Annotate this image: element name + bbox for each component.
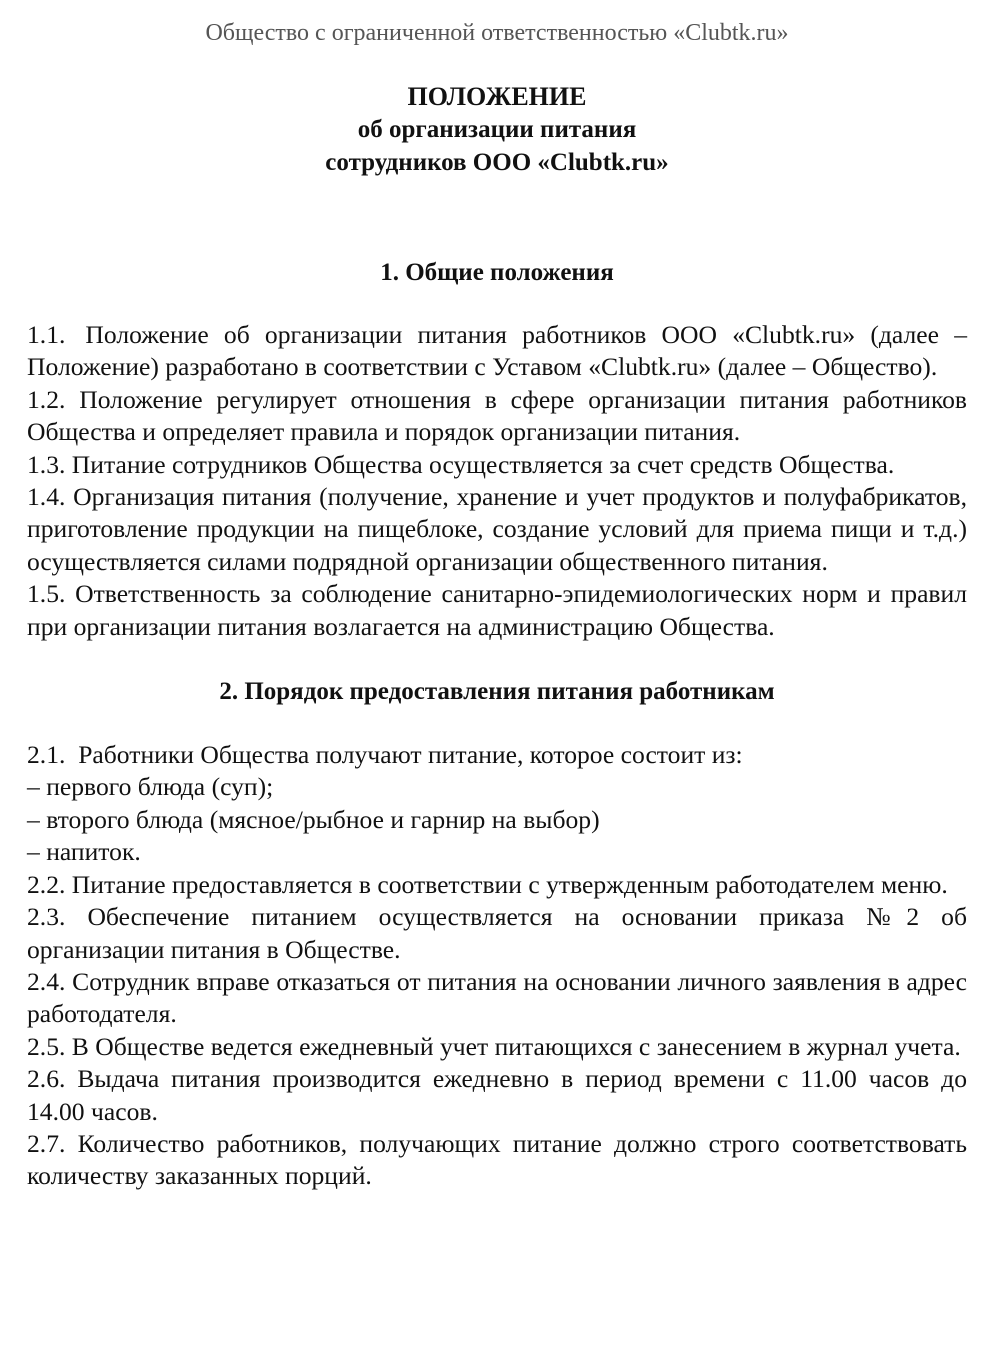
clause-text: Сотрудник вправе отказаться от питания на основании личного заявления в адрес работодателя. (27, 966, 967, 1029)
clause-number: 1.1. (27, 320, 66, 349)
clause-text: Питание сотрудников Общества осуществляется за счет средств Общества. (71, 449, 895, 479)
clause-text: Положение об организации питания работников ООО «Clubtk.ru» (далее – Положение) разработано в соответствии с Уставом «Clubtk.ru» (далее – Общество). (27, 320, 967, 382)
clause-number: 2.6. (27, 1064, 66, 1094)
clause-text: Питание предоставляется в соответствии с утвержденным работодателем меню. (71, 869, 948, 899)
clause-2-3 (27, 901, 967, 966)
clause-2-5 (27, 1031, 967, 1063)
clause-1-2 (27, 384, 967, 449)
clause-number: 1.2. (27, 384, 66, 414)
clause-2-6 (27, 1063, 967, 1128)
clause-1-4 (27, 481, 967, 578)
clause-number: 1.4. (27, 482, 66, 512)
clause-2-2 (27, 869, 967, 901)
clause-text: Выдача питания производится ежедневно в период времени с 11.00 часов до 14.00 часов. (27, 1064, 968, 1126)
clause-2-4 (27, 966, 967, 1031)
clause-number: 1.3. (27, 449, 66, 479)
title-line-3: сотрудников ООО «Clubtk.ru» (325, 149, 669, 176)
clause-number: 2.4. (27, 966, 66, 996)
clause-number: 2.3. (27, 902, 66, 932)
menu-item-first-course: – первого блюда (суп); (27, 772, 274, 802)
clause-text: Количество работников, получающих питание должно строго соответствовать количеству заказанных порций. (27, 1128, 967, 1191)
section-2-heading: 2. Порядок предоставления питания работникам (219, 678, 775, 706)
menu-item-second-course: – второго блюда (мясное/рыбное и гарнир на выбор) (27, 804, 600, 834)
title-line-1: ПОЛОЖЕНИЕ (407, 82, 587, 111)
clause-1-5 (27, 578, 967, 643)
organization-header: Общество с ограниченной ответственностью «Clubtk.ru» (205, 20, 789, 46)
clause-1-3 (27, 449, 967, 481)
document-title (27, 80, 967, 179)
section-2-body (27, 739, 967, 1193)
clause-number: 2.2. (27, 869, 66, 899)
clause-text: Обеспечение питанием осуществляется на основании приказа №2 об организации питания в Обществе. (27, 902, 968, 964)
clause-2-7 (27, 1128, 967, 1193)
clause-number: 2.5. (27, 1031, 66, 1061)
menu-item-drink: – напиток. (27, 837, 141, 867)
clause-1-1 (27, 319, 967, 384)
clause-2-1 (27, 739, 967, 771)
clause-number: 2.7. (27, 1128, 66, 1158)
title-line-2: об организации питания (357, 116, 637, 143)
clause-text: Организация питания (получение, хранение и учет продуктов и полуфабрикатов, приготовление продукции на пищеблоке, создание условий для приема пищи и т.д.) осуществляется силами подрядной организации общественного питания. (27, 482, 967, 576)
clause-text: Положение регулирует отношения в сфере организации питания работников Общества и определяет правила и порядок организации питания. (27, 384, 967, 447)
section-1-heading: 1. Общие положения (380, 259, 614, 286)
section-1-body (27, 319, 967, 643)
clause-text: Ответственность за соблюдение санитарно-эпидемиологических норм и правил при организации питания возлагается на администрацию Общества. (27, 579, 967, 641)
clause-text: В Обществе ведется ежедневный учет питающихся с занесением в журнал учета. (71, 1031, 961, 1061)
clause-number: 1.5. (27, 579, 66, 609)
clause-number: 2.1. (27, 740, 66, 770)
clause-text: Работники Общества получают питание, которое состоит из: (78, 740, 743, 770)
